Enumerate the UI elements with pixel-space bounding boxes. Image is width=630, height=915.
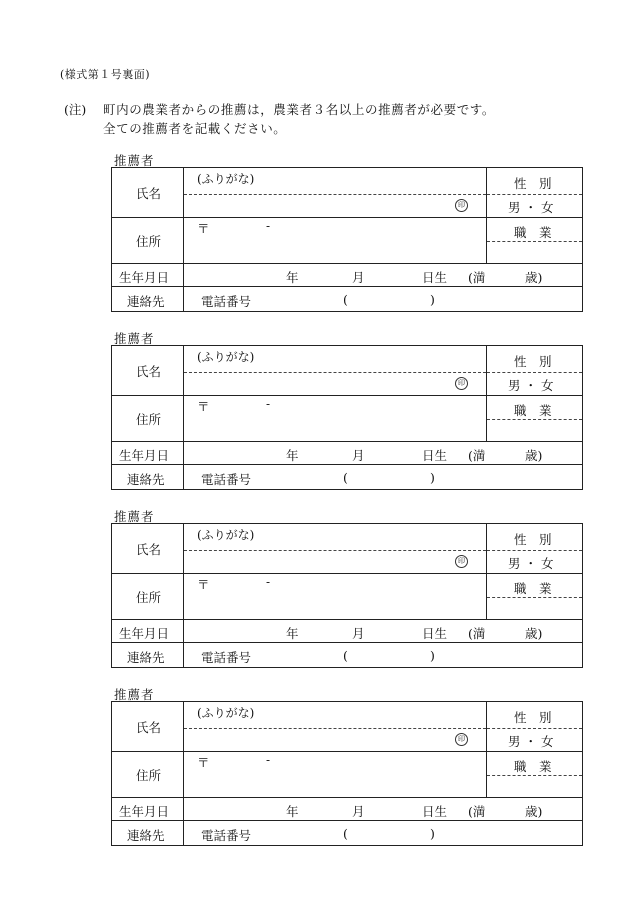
gender-options[interactable]: 男 ・ 女 [508,378,554,393]
postal-dash: - [266,575,271,589]
gender-label: 性 別 [514,354,552,369]
seal-icon: 印 [455,199,468,212]
recommender-table [111,701,583,846]
birth-day-label: 日生 [422,448,448,463]
postal-dash: - [266,753,271,767]
name-label: 氏名 [136,364,162,379]
address-label: 住所 [136,412,162,427]
postal-mark: 〒 [197,577,210,592]
postal-mark: 〒 [197,755,210,770]
gender-options[interactable]: 男 ・ 女 [508,734,554,749]
address-label: 住所 [136,590,162,605]
seal-icon: 印 [455,377,468,390]
birth-year-label: 年 [286,448,299,463]
birth-day-label: 日生 [422,804,448,819]
birth-label: 生年月日 [119,626,170,641]
gender-label: 性 別 [514,176,552,191]
recommender-title: 推薦者 [114,153,155,168]
contact-label: 連絡先 [127,650,165,665]
note-line-2: 全ての推薦者を記載ください。 [103,121,287,136]
address-label: 住所 [136,234,162,249]
phone-label: 電話番号 [201,294,252,309]
furigana-label: (ふりがな) [197,706,255,720]
occupation-label: 職 業 [514,403,552,418]
furigana-label: (ふりがな) [197,528,255,542]
birth-year-label: 年 [286,626,299,641]
birth-month-label: 月 [352,626,365,641]
phone-paren-close: ) [430,292,435,307]
postal-mark: 〒 [197,221,210,236]
occupation-label: 職 業 [514,759,552,774]
form-id: (様式第１号裏面) [60,68,151,81]
contact-label: 連絡先 [127,828,165,843]
age-close-label: 歳) [525,270,543,285]
phone-paren-close: ) [430,648,435,663]
phone-paren-open: ( [343,826,348,841]
note-line-1: 町内の農業者からの推薦は，農業者３名以上の推薦者が必要です。 [103,102,496,117]
recommender-title: 推薦者 [114,509,155,524]
postal-dash: - [266,397,271,411]
age-open-label: (満 [468,626,486,641]
postal-mark: 〒 [197,399,210,414]
phone-paren-open: ( [343,292,348,307]
occupation-label: 職 業 [514,225,552,240]
phone-label: 電話番号 [201,650,252,665]
age-close-label: 歳) [525,448,543,463]
birth-day-label: 日生 [422,626,448,641]
furigana-label: (ふりがな) [197,350,255,364]
recommender-title: 推薦者 [114,331,155,346]
postal-dash: - [266,219,271,233]
occupation-label: 職 業 [514,581,552,596]
phone-label: 電話番号 [201,828,252,843]
birth-month-label: 月 [352,270,365,285]
contact-label: 連絡先 [127,472,165,487]
recommender-table [111,345,583,490]
name-label: 氏名 [136,542,162,557]
birth-month-label: 月 [352,448,365,463]
birth-year-label: 年 [286,270,299,285]
contact-label: 連絡先 [127,294,165,309]
birth-year-label: 年 [286,804,299,819]
gender-label: 性 別 [514,710,552,725]
birth-label: 生年月日 [119,448,170,463]
phone-label: 電話番号 [201,472,252,487]
furigana-label: (ふりがな) [197,172,255,186]
name-label: 氏名 [136,720,162,735]
name-label: 氏名 [136,186,162,201]
note-label: (注) [64,102,87,117]
age-open-label: (満 [468,804,486,819]
birth-label: 生年月日 [119,804,170,819]
phone-paren-close: ) [430,826,435,841]
gender-label: 性 別 [514,532,552,547]
age-open-label: (満 [468,270,486,285]
birth-month-label: 月 [352,804,365,819]
birth-label: 生年月日 [119,270,170,285]
age-close-label: 歳) [525,804,543,819]
phone-paren-open: ( [343,470,348,485]
birth-day-label: 日生 [422,270,448,285]
age-close-label: 歳) [525,626,543,641]
age-open-label: (満 [468,448,486,463]
recommender-table [111,523,583,668]
gender-options[interactable]: 男 ・ 女 [508,200,554,215]
phone-paren-close: ) [430,470,435,485]
seal-icon: 印 [455,733,468,746]
gender-options[interactable]: 男 ・ 女 [508,556,554,571]
phone-paren-open: ( [343,648,348,663]
address-label: 住所 [136,768,162,783]
seal-icon: 印 [455,555,468,568]
recommender-table [111,167,583,312]
recommender-title: 推薦者 [114,687,155,702]
